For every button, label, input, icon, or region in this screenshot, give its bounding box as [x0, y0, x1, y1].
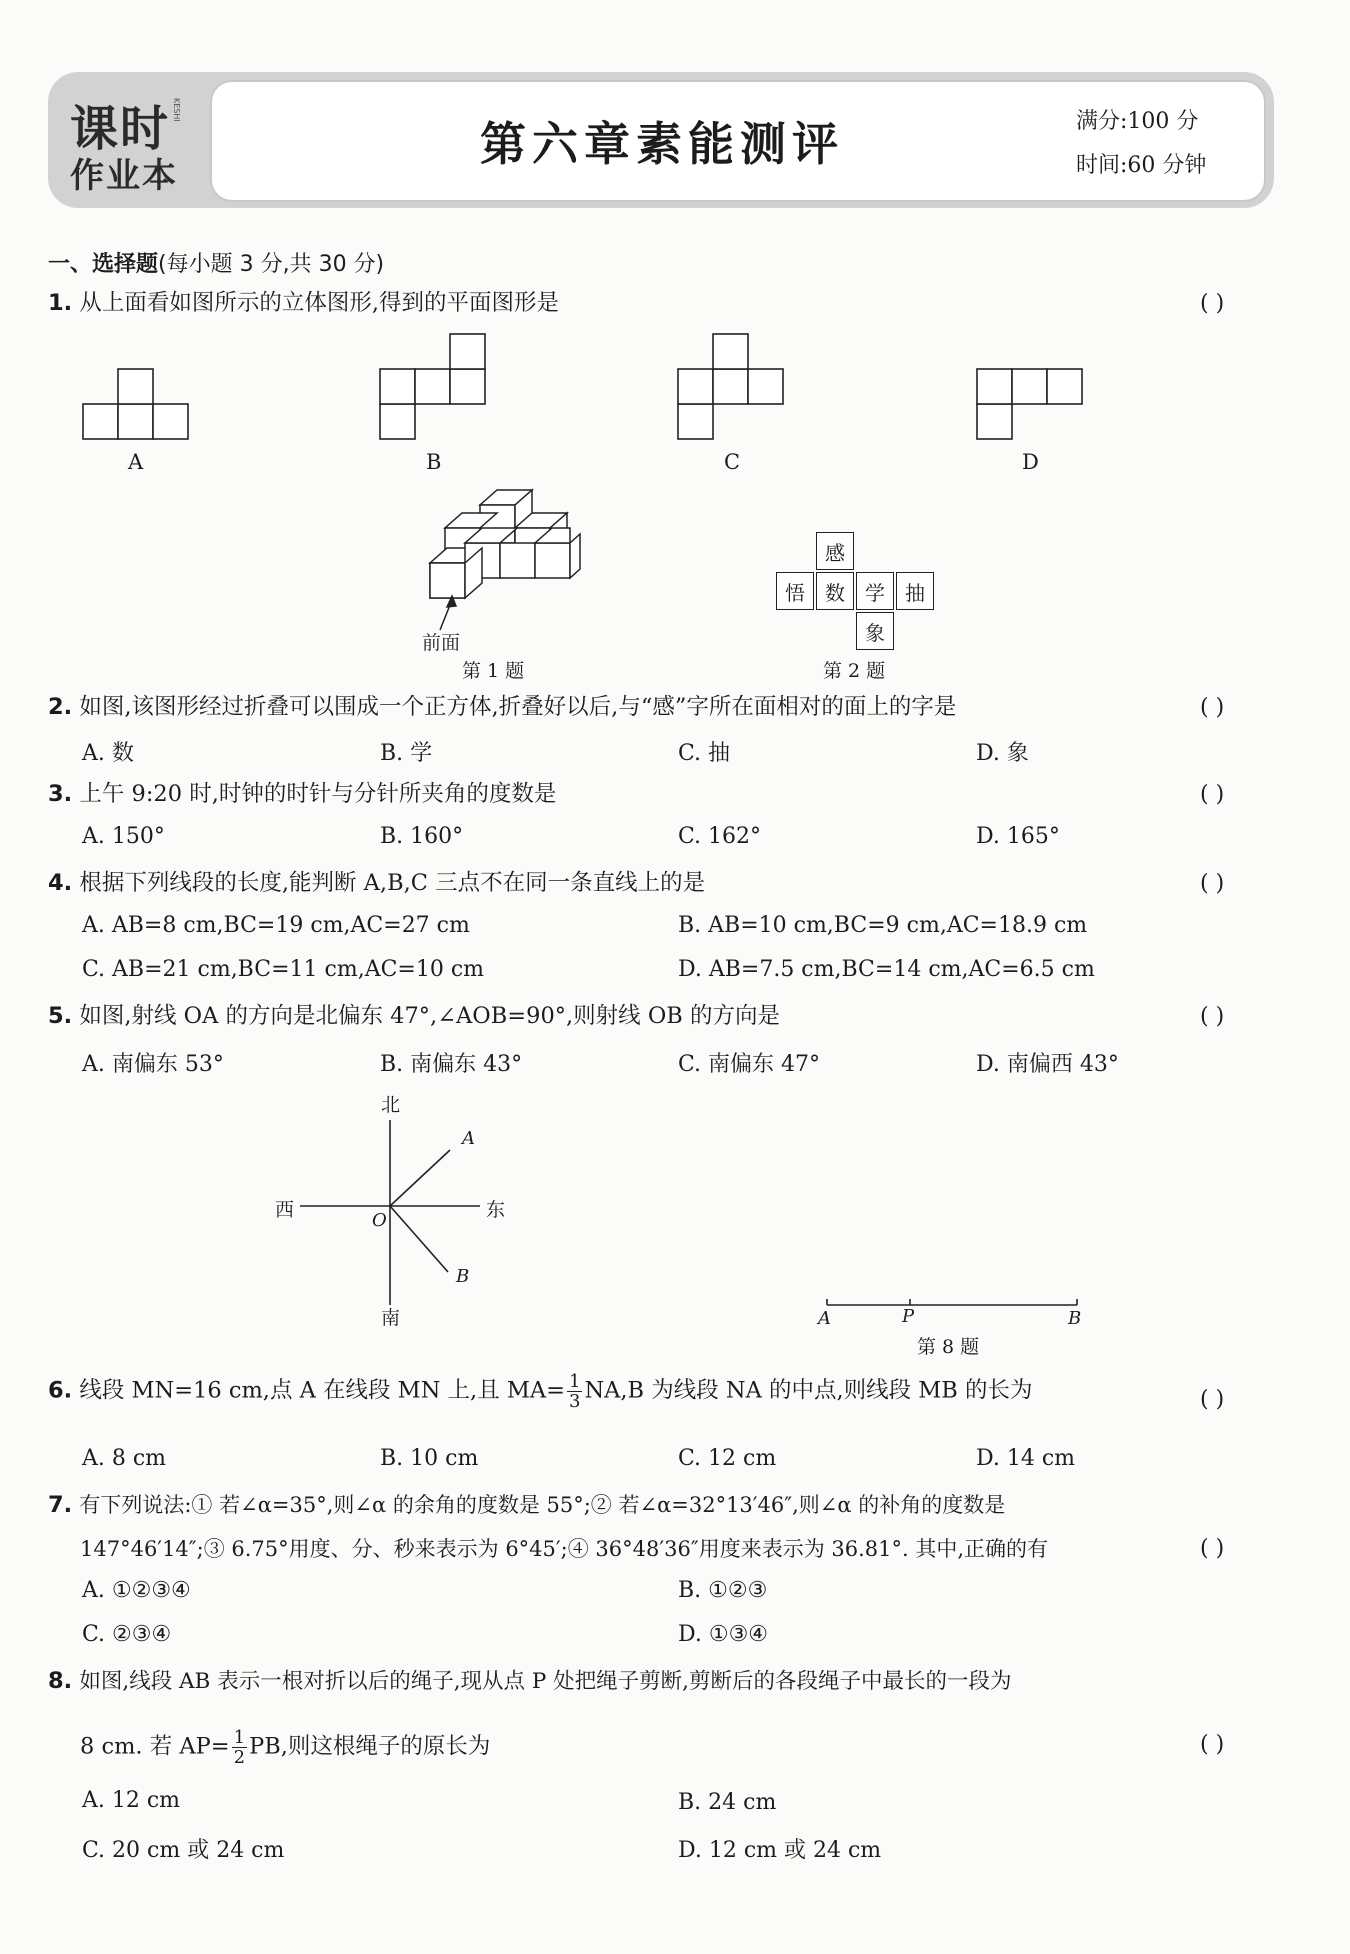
option[interactable]: C. 南偏东 47°: [678, 1052, 821, 1077]
question-number: 5.: [48, 1003, 73, 1029]
option[interactable]: C. 20 cm 或 24 cm: [82, 1838, 285, 1863]
point-a-label: A: [818, 1308, 831, 1329]
net-cell: 数: [816, 572, 854, 610]
option-a-label: A: [128, 450, 144, 474]
question-text: 8 cm. 若 AP=: [80, 1733, 230, 1760]
answer-blank[interactable]: ( ): [1200, 1004, 1225, 1029]
option[interactable]: C. AB=21 cm,BC=11 cm,AC=10 cm: [82, 957, 485, 982]
net-cell: 悟: [776, 572, 814, 610]
option[interactable]: B. 10 cm: [380, 1446, 479, 1471]
option[interactable]: D. 象: [976, 741, 1029, 766]
net-cell: 抽: [896, 572, 934, 610]
net-cell: 感: [816, 532, 854, 570]
question-text-cont: PB,则这根绳子的原长为: [249, 1733, 491, 1760]
question-number: 8.: [48, 1668, 73, 1694]
option-c-label: C: [724, 450, 741, 474]
compass-east: 东: [486, 1199, 506, 1221]
answer-blank[interactable]: ( ): [1200, 1732, 1225, 1757]
point-o-label: O: [372, 1210, 387, 1231]
answer-blank[interactable]: ( ): [1200, 782, 1225, 807]
net-cell: 学: [856, 572, 894, 610]
caption-fig1: 第 1 题: [462, 660, 525, 682]
option-b-figure: [380, 334, 485, 439]
question-5: [48, 1001, 780, 1031]
option[interactable]: A. AB=8 cm,BC=19 cm,AC=27 cm: [82, 913, 470, 938]
question-2: [48, 692, 956, 722]
option-b-label: B: [426, 450, 442, 474]
question-text: 如图,该图形经过折叠可以围成一个正方体,折叠好以后,与“感”字所在面相对的面上的字是: [79, 694, 957, 720]
option-c-figure: [678, 334, 783, 439]
question-text: 线段 MN=16 cm,点 A 在线段 MN 上,且 MA=: [79, 1377, 565, 1404]
section-note: (每小题 3 分,共 30 分): [158, 252, 385, 277]
q1-figures: [0, 0, 1350, 720]
option[interactable]: A. 12 cm: [82, 1788, 181, 1813]
option[interactable]: C. 抽: [678, 741, 731, 766]
point-b-label: B: [1068, 1308, 1082, 1329]
fraction-denominator: 2: [233, 1747, 246, 1768]
question-number: 3.: [48, 781, 73, 807]
option-d-label: D: [1022, 450, 1039, 474]
segment-figure: [815, 1290, 1095, 1320]
answer-blank[interactable]: ( ): [1200, 871, 1225, 896]
fraction-numerator: 1: [233, 1727, 246, 1748]
option[interactable]: C. 162°: [678, 824, 762, 849]
answer-blank[interactable]: ( ): [1200, 1387, 1225, 1412]
question-text: 上午 9:20 时,时钟的时针与分针所夹角的度数是: [79, 781, 557, 807]
option[interactable]: A. 150°: [82, 824, 165, 849]
page-title: 第六章素能测评: [480, 117, 844, 171]
option[interactable]: B. 南偏东 43°: [380, 1052, 523, 1077]
option[interactable]: A. 南偏东 53°: [82, 1052, 224, 1077]
question-text: 有下列说法:① 若∠α=35°,则∠α 的余角的度数是 55°;② 若∠α=32°13′46″,则∠α 的补角的度数是: [79, 1493, 1006, 1517]
question-number: 2.: [48, 694, 73, 720]
fraction: [567, 1372, 582, 1411]
option[interactable]: D. 165°: [976, 824, 1060, 849]
option[interactable]: C. ②③④: [82, 1622, 172, 1647]
option[interactable]: D. 12 cm 或 24 cm: [678, 1838, 882, 1863]
option[interactable]: B. ①②③: [678, 1578, 768, 1603]
question-4: [48, 868, 705, 898]
point-b-label: B: [456, 1266, 470, 1287]
point-a-label: A: [462, 1128, 475, 1149]
option[interactable]: A. 数: [82, 741, 134, 766]
option-d-figure: [977, 369, 1082, 439]
question-text: 如图,射线 OA 的方向是北偏东 47°,∠AOB=90°,则射线 OB 的方向是: [79, 1003, 780, 1029]
answer-blank[interactable]: ( ): [1200, 1536, 1225, 1561]
question-3: [48, 779, 556, 809]
full-score: 满分:100 分: [1076, 109, 1199, 134]
answer-blank[interactable]: ( ): [1200, 291, 1225, 316]
question-text: 根据下列线段的长度,能判断 A,B,C 三点不在同一条直线上的是: [79, 870, 706, 896]
caption-fig8: 第 8 题: [917, 1336, 980, 1358]
caption-fig2: 第 2 题: [823, 660, 886, 682]
option[interactable]: B. AB=10 cm,BC=9 cm,AC=18.9 cm: [678, 913, 1088, 938]
option[interactable]: B. 24 cm: [678, 1790, 777, 1815]
question-8-line2: [80, 1728, 490, 1767]
compass-south: 南: [381, 1307, 401, 1329]
question-text: 从上面看如图所示的立体图形,得到的平面图形是: [79, 290, 560, 316]
front-label: 前面: [422, 632, 461, 654]
question-text-cont: NA,B 为线段 NA 的中点,则线段 MB 的长为: [584, 1377, 1033, 1404]
section-title: 一、选择题: [48, 252, 159, 277]
option[interactable]: D. ①③④: [678, 1622, 769, 1647]
compass-north: 北: [381, 1094, 401, 1116]
question-8: [48, 1666, 1012, 1697]
fraction-numerator: 1: [569, 1371, 581, 1392]
cube-solid-figure: [430, 490, 580, 630]
time-limit: 时间:60 分钟: [1076, 153, 1207, 178]
point-p-label: P: [902, 1306, 915, 1327]
compass-west: 西: [275, 1199, 295, 1221]
question-7-line2: 147°46′14″;③ 6.75°用度、分、秒来表示为 6°45′;④ 36°48′36″用度来表示为 36.81°. 其中,正确的有: [80, 1537, 1049, 1561]
option[interactable]: B. 学: [380, 741, 433, 766]
option[interactable]: B. 160°: [380, 824, 464, 849]
option[interactable]: D. 南偏西 43°: [976, 1052, 1119, 1077]
logo-line1: 课时: [70, 101, 171, 157]
question-7: [48, 1490, 1005, 1520]
answer-blank[interactable]: ( ): [1200, 695, 1225, 720]
question-text: 如图,线段 AB 表示一根对折以后的绳子,现从点 P 处把绳子剪断,剪断后的各段绳子中最长的一段为: [79, 1669, 1012, 1694]
question-number: 1.: [48, 290, 73, 316]
fraction-denominator: 3: [569, 1391, 581, 1412]
net-cell: 象: [856, 612, 894, 650]
question-number: 7.: [48, 1492, 73, 1518]
option-a-figure: [83, 369, 188, 439]
option[interactable]: D. AB=7.5 cm,BC=14 cm,AC=6.5 cm: [678, 957, 1095, 982]
question-6: [48, 1372, 1033, 1411]
option[interactable]: C. 12 cm: [678, 1446, 777, 1471]
question-number: 4.: [48, 870, 73, 896]
option[interactable]: D. 14 cm: [976, 1446, 1076, 1471]
question-number: 6.: [48, 1377, 73, 1404]
option[interactable]: A. ①②③④: [82, 1578, 191, 1603]
logo-line2: 作业本: [70, 156, 178, 196]
fraction: [232, 1728, 247, 1767]
option[interactable]: A. 8 cm: [82, 1446, 167, 1471]
logo-side-text: KESHI: [172, 98, 181, 122]
